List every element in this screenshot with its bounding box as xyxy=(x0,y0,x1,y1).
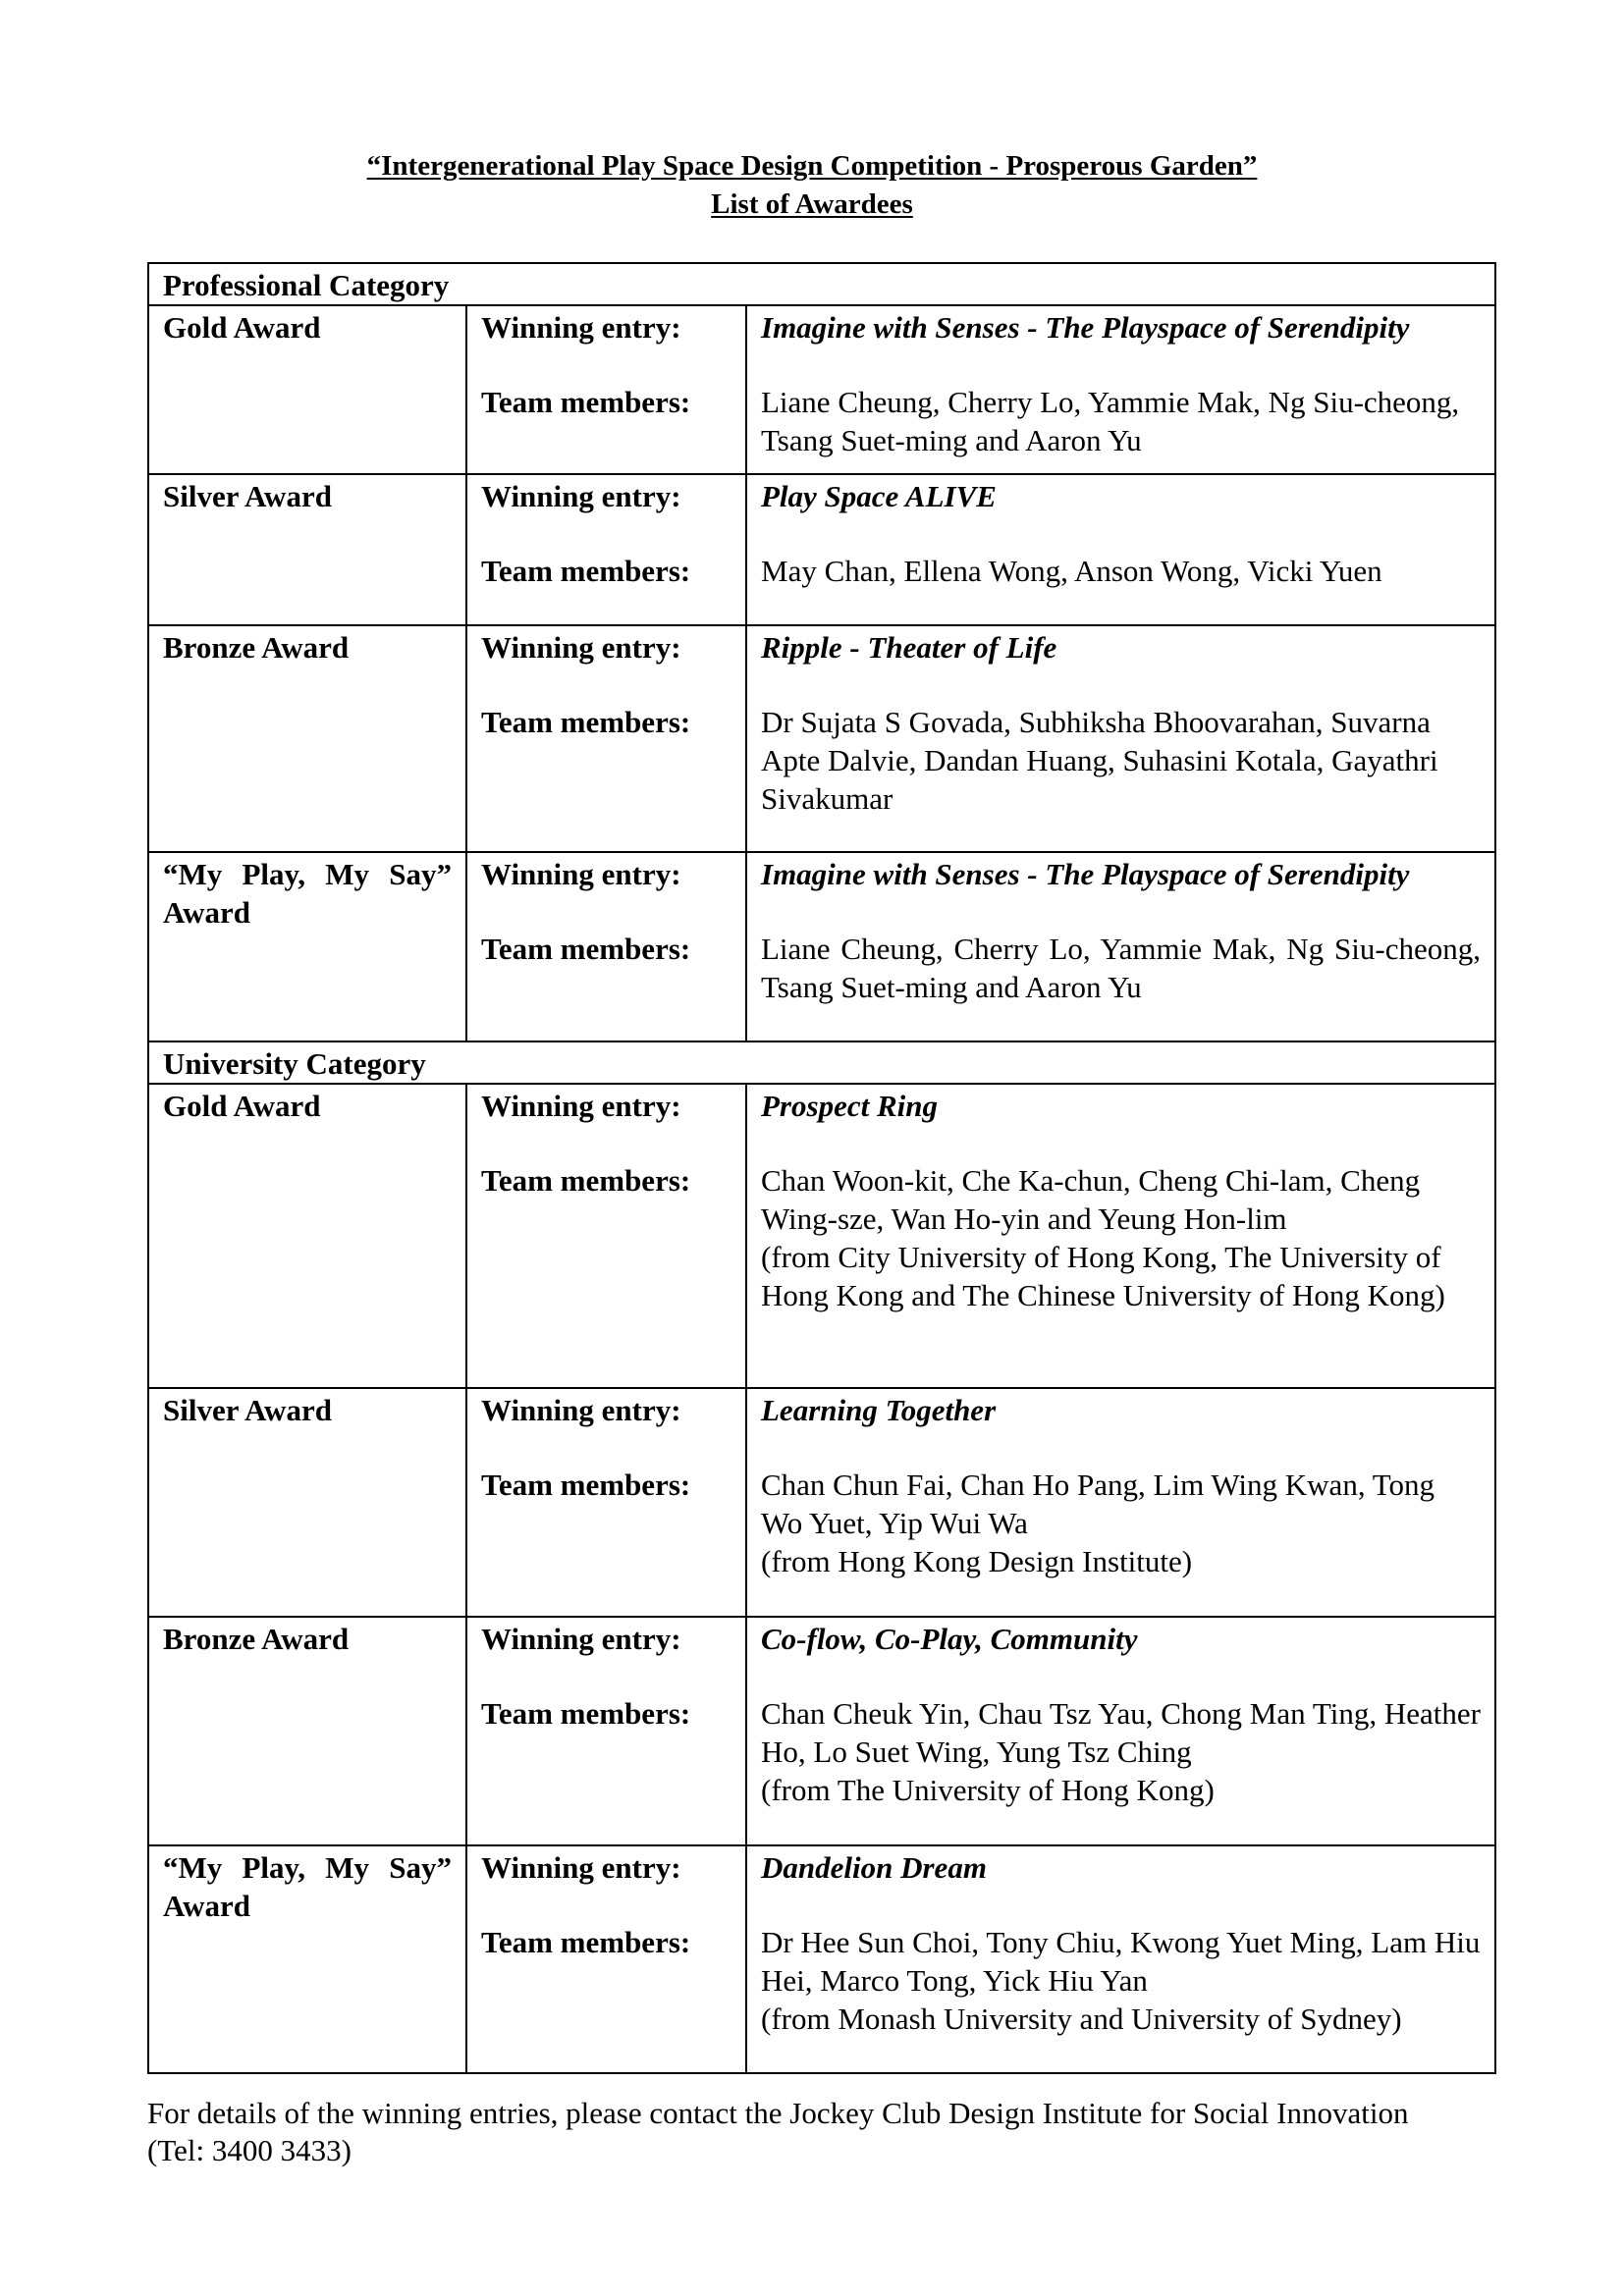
award-details xyxy=(746,1845,1495,2073)
table-row xyxy=(148,1084,1495,1388)
field-labels xyxy=(466,474,746,625)
table-row xyxy=(148,305,1495,474)
team-members-label: Team members: xyxy=(481,932,691,966)
award-name: “My Play, My Say” Award xyxy=(148,852,466,1041)
team-members-label: Team members: xyxy=(481,554,691,588)
winning-entry-label: Winning entry: xyxy=(481,857,681,891)
team-members-label: Team members: xyxy=(481,1696,691,1731)
team-members: Chan Chun Fai, Chan Ho Pang, Lim Wing Kwan, Tong Wo Yuet, Yip Wui Wa xyxy=(761,1468,1435,1540)
awardees-table xyxy=(147,262,1496,2074)
winning-entry-label: Winning entry: xyxy=(481,1089,681,1123)
award-name: Silver Award xyxy=(148,474,466,625)
team-members-label: Team members: xyxy=(481,1925,691,1959)
field-labels xyxy=(466,1845,746,2073)
entry-title: Learning Together xyxy=(761,1393,997,1427)
affiliation: (from Monash University and University of Sydney) xyxy=(761,2002,1402,2036)
award-details xyxy=(746,305,1495,474)
winning-entry-label: Winning entry: xyxy=(481,1622,681,1656)
footer-line-2: (Tel: 3400 3433) xyxy=(147,2133,352,2167)
entry-title: Ripple - Theater of Life xyxy=(761,630,1057,665)
field-labels xyxy=(466,1084,746,1388)
award-name: Gold Award xyxy=(148,1084,466,1388)
award-name: Bronze Award xyxy=(148,1617,466,1845)
team-members: Liane Cheung, Cherry Lo, Yammie Mak, Ng Siu-cheong, Tsang Suet-ming and Aaron Yu xyxy=(761,932,1481,1004)
award-name: “My Play, My Say” Award xyxy=(148,1845,466,2073)
team-members-label: Team members: xyxy=(481,385,691,419)
award-details xyxy=(746,1084,1495,1388)
award-details xyxy=(746,852,1495,1041)
team-members: Dr Hee Sun Choi, Tony Chiu, Kwong Yuet Ming, Lam Hiu Hei, Marco Tong, Yick Hiu Yan xyxy=(761,1925,1481,1998)
award-details xyxy=(746,474,1495,625)
field-labels xyxy=(466,305,746,474)
table-row xyxy=(148,1388,1495,1617)
award-details xyxy=(746,1617,1495,1845)
table-row xyxy=(148,625,1495,852)
entry-title: Imagine with Senses - The Playspace of Serendipity xyxy=(761,310,1410,345)
team-members-label: Team members: xyxy=(481,1468,691,1502)
entry-title: Co-flow, Co-Play, Community xyxy=(761,1622,1138,1656)
winning-entry-label: Winning entry: xyxy=(481,479,681,513)
winning-entry-label: Winning entry: xyxy=(481,630,681,665)
footer-line-1: For details of the winning entries, please contact the Jockey Club Design Institute for Social Innovation xyxy=(147,2096,1409,2130)
team-members: Chan Woon-kit, Che Ka-chun, Cheng Chi-lam, Cheng Wing-sze, Wan Ho-yin and Yeung Hon-lim xyxy=(761,1163,1421,1236)
title-line-2: List of Awardees xyxy=(711,188,913,220)
entry-title: Imagine with Senses - The Playspace of Serendipity xyxy=(761,857,1410,891)
contact-footer xyxy=(147,2095,1502,2169)
entry-title: Play Space ALIVE xyxy=(761,479,997,513)
team-members: Dr Sujata S Govada, Subhiksha Bhoovarahan, Suvarna Apte Dalvie, Dandan Huang, Suhasini Kotala, Gayathri Sivakumar xyxy=(761,705,1438,816)
field-labels xyxy=(466,625,746,852)
category-label: University Category xyxy=(148,1041,1495,1084)
affiliation: (from Hong Kong Design Institute) xyxy=(761,1544,1193,1578)
table-row xyxy=(148,474,1495,625)
title-line-1: “Intergenerational Play Space Design Competition - Prosperous Garden” xyxy=(366,150,1258,182)
field-labels xyxy=(466,1617,746,1845)
team-members-label: Team members: xyxy=(481,1163,691,1198)
category-row-professional xyxy=(148,263,1495,305)
award-name: Bronze Award xyxy=(148,625,466,852)
team-members-label: Team members: xyxy=(481,705,691,739)
table-row xyxy=(148,1617,1495,1845)
table-row xyxy=(148,1845,1495,2073)
winning-entry-label: Winning entry: xyxy=(481,310,681,345)
entry-title: Prospect Ring xyxy=(761,1089,938,1123)
award-name: Gold Award xyxy=(148,305,466,474)
table-row xyxy=(148,852,1495,1041)
team-members: Chan Cheuk Yin, Chau Tsz Yau, Chong Man Ting, Heather Ho, Lo Suet Wing, Yung Tsz Ching xyxy=(761,1696,1481,1769)
affiliation: (from City University of Hong Kong, The University of Hong Kong and The Chinese University of Hong Kong) xyxy=(761,1240,1445,1312)
category-row-university xyxy=(148,1041,1495,1084)
award-details xyxy=(746,1388,1495,1617)
document-title xyxy=(0,147,1624,224)
winning-entry-label: Winning entry: xyxy=(481,1850,681,1885)
award-name: Silver Award xyxy=(148,1388,466,1617)
team-members: May Chan, Ellena Wong, Anson Wong, Vicki Yuen xyxy=(761,554,1382,588)
field-labels xyxy=(466,1388,746,1617)
team-members: Liane Cheung, Cherry Lo, Yammie Mak, Ng Siu-cheong, Tsang Suet-ming and Aaron Yu xyxy=(761,385,1460,457)
category-label: Professional Category xyxy=(148,263,1495,305)
winning-entry-label: Winning entry: xyxy=(481,1393,681,1427)
field-labels xyxy=(466,852,746,1041)
affiliation: (from The University of Hong Kong) xyxy=(761,1773,1215,1807)
award-details xyxy=(746,625,1495,852)
entry-title: Dandelion Dream xyxy=(761,1850,987,1885)
